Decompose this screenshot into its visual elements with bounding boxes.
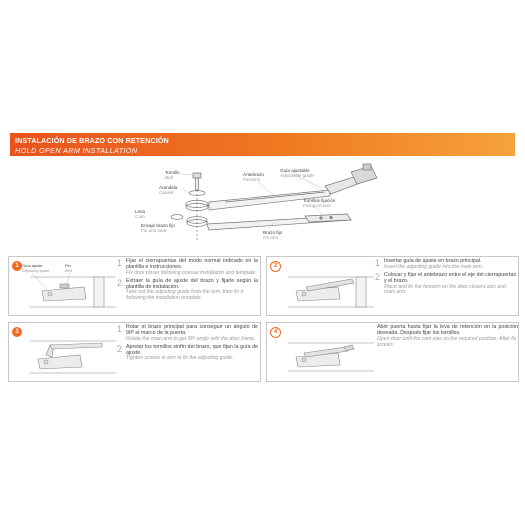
instruction-number: 2 — [375, 271, 381, 282]
step-panel-4 — [266, 322, 519, 382]
instruction-es: Rotar el brazo principal para conseguir un ángulo de 90º al marco de la puerta. — [126, 324, 258, 336]
instruction-number: 1 — [375, 258, 381, 268]
step-illustration — [282, 263, 374, 311]
step-instructions — [117, 325, 258, 364]
label-arandela: Arandela Gasket — [159, 185, 178, 195]
instruction-en: Insert the adjusting guide into the main arm. — [384, 263, 484, 270]
instruction-item — [117, 325, 258, 343]
instruction-es: Abrir puerta hasta fijar la leva de retención en la posición deseada. Después fijar los tornillos. — [377, 324, 518, 336]
step-instructions — [377, 325, 518, 348]
instruction-es: Extraer la guía de ajuste del brazo y fijarle según la plantilla de instalación. — [126, 277, 258, 290]
label-brazo-fijo: Brazo fijo Fix arm — [263, 230, 283, 240]
instruction-item — [117, 279, 258, 302]
instruction-en: Take out the adjusting guide from the arm, then fix it following the installation template. — [126, 289, 244, 302]
instruction-number: 1 — [117, 324, 123, 334]
section-subtitle: HOLD OPEN ARM INSTALLATION — [15, 145, 138, 155]
door-closer-drawing — [282, 263, 374, 311]
instruction-es: Colocar y fijar el antebrazo entre el eje del cierrapuertas y el brazo. — [384, 271, 516, 284]
instruction-en: Tighten screws in arm to fix the adjusting guide. — [126, 355, 234, 362]
label-leva: Leva Cam — [135, 209, 145, 219]
instruction-en: Open door until the cam was on the required position. After fix screws. — [377, 335, 517, 348]
step-badge: 1 — [12, 261, 22, 271]
instruction-en: Place and fix the forearm on the door closers axis and main arm. — [384, 283, 506, 296]
step-instructions — [375, 259, 516, 298]
step-illustration — [282, 329, 374, 377]
step-badge: 2 — [270, 261, 281, 272]
callout-guia-ajuste: Guía ajuste Adjusting guide — [22, 263, 50, 273]
instruction-es: Apretar los tornillos sinfín del brazo, que fijan la guía de ajuste. — [126, 343, 258, 356]
callout-pin: Pin Bolt — [65, 263, 72, 273]
instruction-en: Fix door closer following manual installation and template. — [126, 269, 257, 276]
step-panel-2 — [266, 256, 519, 316]
section-header-banner — [10, 133, 515, 156]
step-badge: 3 — [12, 327, 22, 337]
instruction-item — [117, 259, 258, 277]
instruction-es: Insertar guía de ajuste en brazo principal. — [384, 258, 482, 264]
step-instructions — [117, 259, 258, 304]
instruction-number: 2 — [117, 277, 123, 288]
instruction-item — [375, 259, 516, 271]
door-closer-drawing — [24, 329, 116, 377]
instruction-es: Fijar el cierrapuertas del modo normal indicado en la plantilla e instrucciones. — [126, 258, 258, 270]
instruction-item — [375, 273, 516, 296]
label-encaje-brazo-fijo: Encaje brazo fijo Fix arm seat — [141, 223, 175, 233]
instruction-en: Rotate the main arm to get 90º angle with the door frame. — [126, 335, 256, 342]
label-guia-ajustable: Guía ajustable Adjustable guide — [280, 168, 314, 178]
instruction-number: 1 — [117, 258, 123, 268]
step-badge: 4 — [270, 327, 281, 338]
step-illustration — [24, 329, 116, 377]
section-title: INSTALACIÓN DE BRAZO CON RETENCIÓN — [15, 136, 169, 145]
step-illustration — [24, 263, 116, 311]
label-tornillos-fijacion: Tornillos fijación Fixing screws — [303, 198, 336, 208]
label-tornillo: Tornillo Bolt — [165, 170, 180, 180]
step-panel-1 — [8, 256, 261, 316]
arm-exploded-diagram — [125, 160, 405, 245]
door-closer-drawing — [282, 329, 374, 377]
instruction-item — [117, 345, 258, 363]
instruction-number: 2 — [117, 343, 123, 354]
step-panel-3 — [8, 322, 261, 382]
label-antebrazo: Antebrazo Forearm — [243, 172, 264, 182]
